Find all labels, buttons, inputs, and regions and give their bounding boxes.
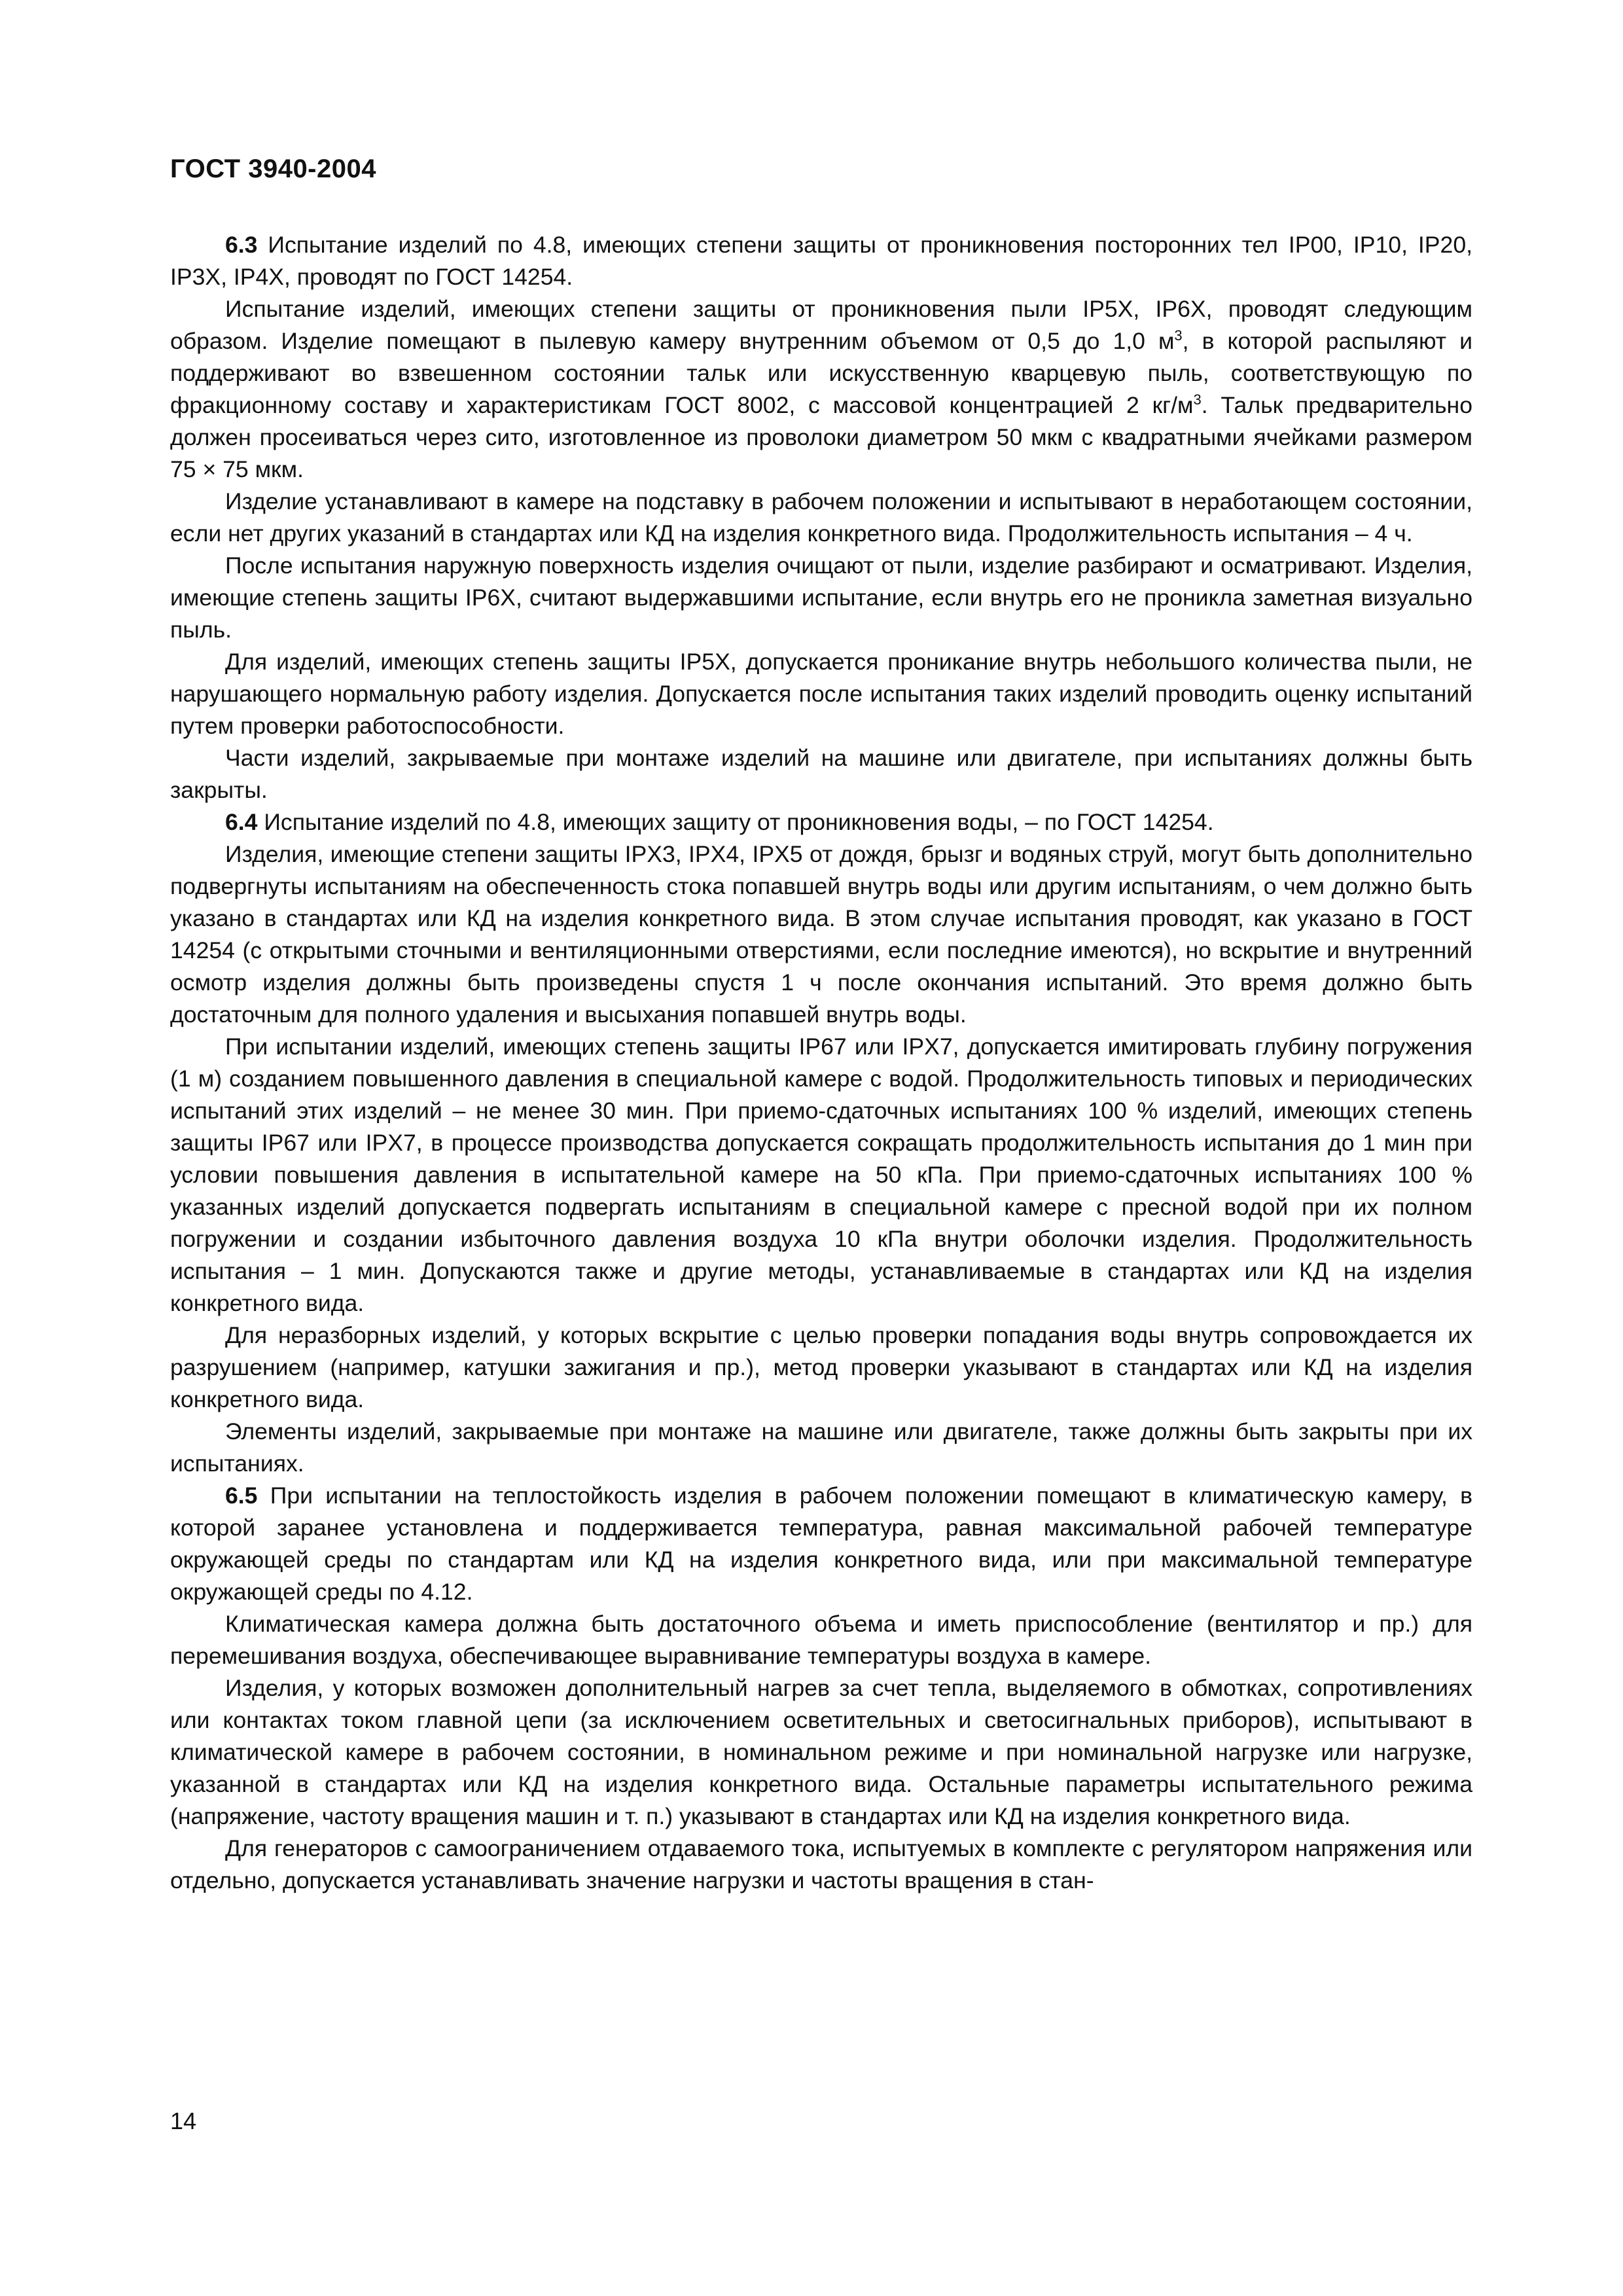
- paragraph: После испытания наружную поверхность изделия очищают от пыли, изделие разбирают и осматривают. Изделия, имеющие степень защиты IP6X, считают выдержавшими испытание, если внутрь его не проникла заметная визуально пыль.: [170, 552, 1472, 643]
- paragraph-6-4: [170, 806, 1472, 838]
- paragraph: Для генераторов с самоограничением отдаваемого тока, испытуемых в комплекте с регулятором напряжения или отдельно, допускается устанавливать значение нагрузки и частоты вращения в стан-: [170, 1835, 1472, 1893]
- document-header: ГОСТ 3940-2004: [170, 154, 376, 183]
- paragraph: Для неразборных изделий, у которых вскрытие с целью проверки попадания воды внутрь сопровождается их разрушением (например, катушки зажигания и пр.), метод проверки указывают в стандартах или КД на изделия конкретного вида.: [170, 1322, 1472, 1412]
- paragraph-text: , в которой распыляют и поддерживают во взвешенном состоянии тальк или искусственную кварцевую пыль, соответствующую по фракционному составу и характеристикам ГОСТ 8002, с массовой концентрацией 2 кг/м: [170, 328, 1472, 418]
- paragraph-text: Испытание изделий по 4.8, имеющих защиту от проникновения воды, – по ГОСТ 14254.: [257, 809, 1214, 835]
- paragraph: Части изделий, закрываемые при монтаже изделий на машине или двигателе, при испытаниях должны быть закрыты.: [170, 745, 1472, 803]
- paragraph-dust-test: [170, 293, 1472, 486]
- paragraph: Климатическая камера должна быть достаточного объема и иметь приспособление (вентилятор и пр.) для перемешивания воздуха, обеспечивающее выравнивание температуры воздуха в камере.: [170, 1611, 1472, 1669]
- paragraph-text: При испытании на теплостойкость изделия в рабочем положении помещают в климатическую камеру, в которой заранее установлена и поддерживается температура, равная максимальной рабочей температуре окружающей среды по стандартам или КД на изделия конкретного вида, или при максимальной температуре окружающей среды по 4.12.: [170, 1482, 1472, 1605]
- clause-number: 6.4: [225, 809, 258, 835]
- paragraph-text: . Тальк предварительно должен просеиваться через сито, изготовленное из проволоки диаметром 50 мкм с квадратными ячейками размером 75 × 75 мкм.: [170, 392, 1472, 482]
- paragraph: Элементы изделий, закрываемые при монтаже на машине или двигателе, также должны быть закрыты при их испытаниях.: [170, 1418, 1472, 1477]
- clause-number: 6.5: [225, 1482, 258, 1509]
- clause-number: 6.3: [225, 232, 258, 258]
- superscript: 3: [1174, 327, 1183, 344]
- paragraph: Для изделий, имеющих степень защиты IP5X, допускается проникание внутрь небольшого количества пыли, не нарушающего нормальную работу изделия. Допускается после испытания таких изделий проводить оценку испытаний путем проверки работоспособности.: [170, 649, 1472, 739]
- paragraph-text: Испытание изделий по 4.8, имеющих степени защиты от проникновения посторонних тел IP00, IP10, IP20, IP3X, IP4X, проводят по ГОСТ 14254.: [170, 232, 1472, 290]
- paragraph-6-3: [170, 229, 1472, 293]
- superscript: 3: [1193, 391, 1202, 408]
- paragraph-6-5: [170, 1480, 1472, 1608]
- paragraph: Изделия, имеющие степени защиты IPX3, IPX4, IPX5 от дождя, брызг и водяных струй, могут быть дополнительно подвергнуты испытаниям на обеспеченность стока попавшей внутрь воды или другим испытаниям, о чем должно быть указано в стандартах или КД на изделия конкретного вида. В этом случае испытания проводят, как указано в ГОСТ 14254 (с открытыми сточными и вентиляционными отверстиями, если последние имеются), но вскрытие и внутренний осмотр изделия должны быть произведены спустя 1 ч после окончания испытаний. Это время должно быть достаточным для полного удаления и высыхания попавшей внутрь воды.: [170, 841, 1472, 1028]
- document-body: [170, 229, 1472, 1897]
- paragraph: При испытании изделий, имеющих степень защиты IP67 или IPX7, допускается имитировать глубину погружения (1 м) созданием повышенного давления в специальной камере с водой. Продолжительность типовых и периодических испытаний этих изделий – не менее 30 мин. При приемо-сдаточных испытаниях 100 % изделий, имеющих степень защиты IP67 или IPX7, в процессе производства допускается сокращать продолжительность испытания до 1 мин при условии повышения давления в испытательной камере на 50 кПа. При приемо-сдаточных испытаниях 100 % указанных изделий допускается подвергать испытаниям в специальной камере с пресной водой при их полном погружении и создании избыточного давления воздуха 10 кПа внутри оболочки изделия. Продолжительность испытания – 1 мин. Допускаются также и другие методы, устанавливаемые в стандартах или КД на изделия конкретного вида.: [170, 1033, 1472, 1316]
- paragraph: Изделия, у которых возможен дополнительный нагрев за счет тепла, выделяемого в обмотках, сопротивлениях или контактах током главной цепи (за исключением осветительных и светосигнальных приборов), испытывают в климатической камере в рабочем состоянии, в номинальном режиме и при номинальной нагрузке или нагрузке, указанной в стандартах или КД на изделия конкретного вида. Остальные параметры испытательного режима (напряжение, частоту вращения машин и т. п.) указывают в стандартах или КД на изделия конкретного вида.: [170, 1675, 1472, 1829]
- paragraph: Изделие устанавливают в камере на подставку в рабочем положении и испытывают в неработающем состоянии, если нет других указаний в стандартах или КД на изделия конкретного вида. Продолжительность испытания – 4 ч.: [170, 488, 1472, 547]
- paragraph-text: Испытание изделий, имеющих степени защиты от проникновения пыли IP5X, IP6X, проводят следующим образом. Изделие помещают в пылевую камеру внутренним объемом от 0,5 до 1,0 м: [170, 296, 1472, 354]
- page-number: 14: [170, 2108, 197, 2134]
